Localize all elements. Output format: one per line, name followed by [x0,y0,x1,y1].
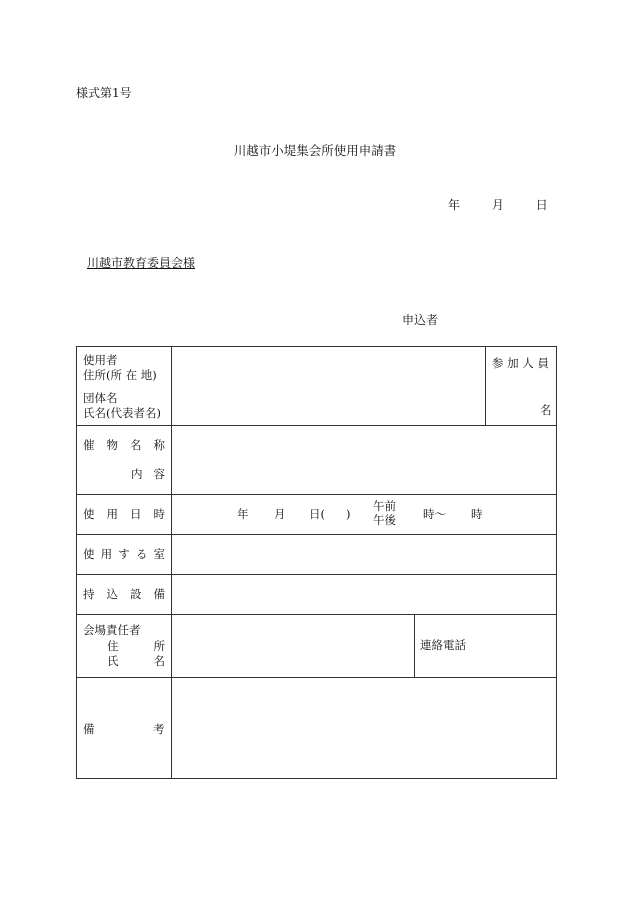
row-divider [77,494,556,495]
label-char: 持 [83,587,95,601]
label-char: 物 [106,438,118,452]
date-month-label: 月 [491,198,504,212]
remarks-label-left: 備 [83,722,95,736]
row-divider [77,614,556,615]
row-divider [77,534,556,535]
label-char: 用 [106,507,118,521]
datetime-label [83,507,165,521]
datetime-month: 月 [274,507,286,521]
document-title: 川越市小堤集会所使用申請書 [233,143,397,158]
label-char: 使 [83,507,95,521]
label-char: 催 [83,438,95,452]
datetime-day-close: ) [346,507,351,521]
addressee: 川越市教育委員会様 [87,256,196,270]
applicant-label: 申込者 [402,313,439,327]
label-char: 所 [153,639,165,653]
datetime-am: 午前 [373,499,396,513]
phone-label: 連絡電話 [420,638,466,652]
date-day-label: 日 [535,198,548,212]
label-column-divider [171,347,172,778]
label-char: 容 [153,467,165,481]
datetime-hour-to: 時 [471,507,483,521]
date-year-label: 年 [448,198,461,212]
group-label: 団体名 [83,391,118,405]
date-line [448,196,548,213]
label-char: 名 [130,438,142,452]
label-char: す [118,547,130,561]
label-char: 名 [153,654,165,668]
label-char: 室 [153,547,165,561]
room-label [83,547,165,561]
participants-divider [485,347,486,425]
label-char: 住 [107,639,119,653]
label-char: 称 [153,438,165,452]
application-form-table [76,346,557,779]
row-divider [77,677,556,678]
event-name-label [83,438,165,452]
address-label: 住所(所 在 地) [83,368,157,382]
datetime-year: 年 [237,507,249,521]
label-char: 氏 [107,654,119,668]
datetime-pm: 午後 [373,513,396,527]
label-char: 備 [153,587,165,601]
label-char: 込 [106,587,118,601]
label-char: 用 [100,547,113,561]
label-char: る [135,547,148,561]
label-char: 日 [130,507,142,521]
user-label: 使用者 [83,353,118,367]
label-char: 使 [83,547,95,561]
representative-name-label: 氏名(代表者名) [83,406,161,420]
label-char: 時 [153,507,165,521]
row-divider [77,574,556,575]
remarks-label-right: 考 [153,722,165,736]
datetime-hour-from: 時〜 [423,507,446,521]
participants-label: 参 加 人 員 [492,356,549,370]
form-number: 様式第1号 [76,86,132,100]
label-char: 内 [131,467,143,481]
manager-name-label [107,654,165,668]
event-content-label [131,467,165,481]
participants-unit: 名 [540,403,552,417]
datetime-day-open: 日( [309,507,325,521]
venue-manager-label: 会場責任者 [83,623,141,637]
manager-address-label [107,639,165,653]
phone-divider [414,614,415,677]
label-char: 設 [130,587,142,601]
row-divider [77,425,556,426]
equipment-label [83,587,165,601]
